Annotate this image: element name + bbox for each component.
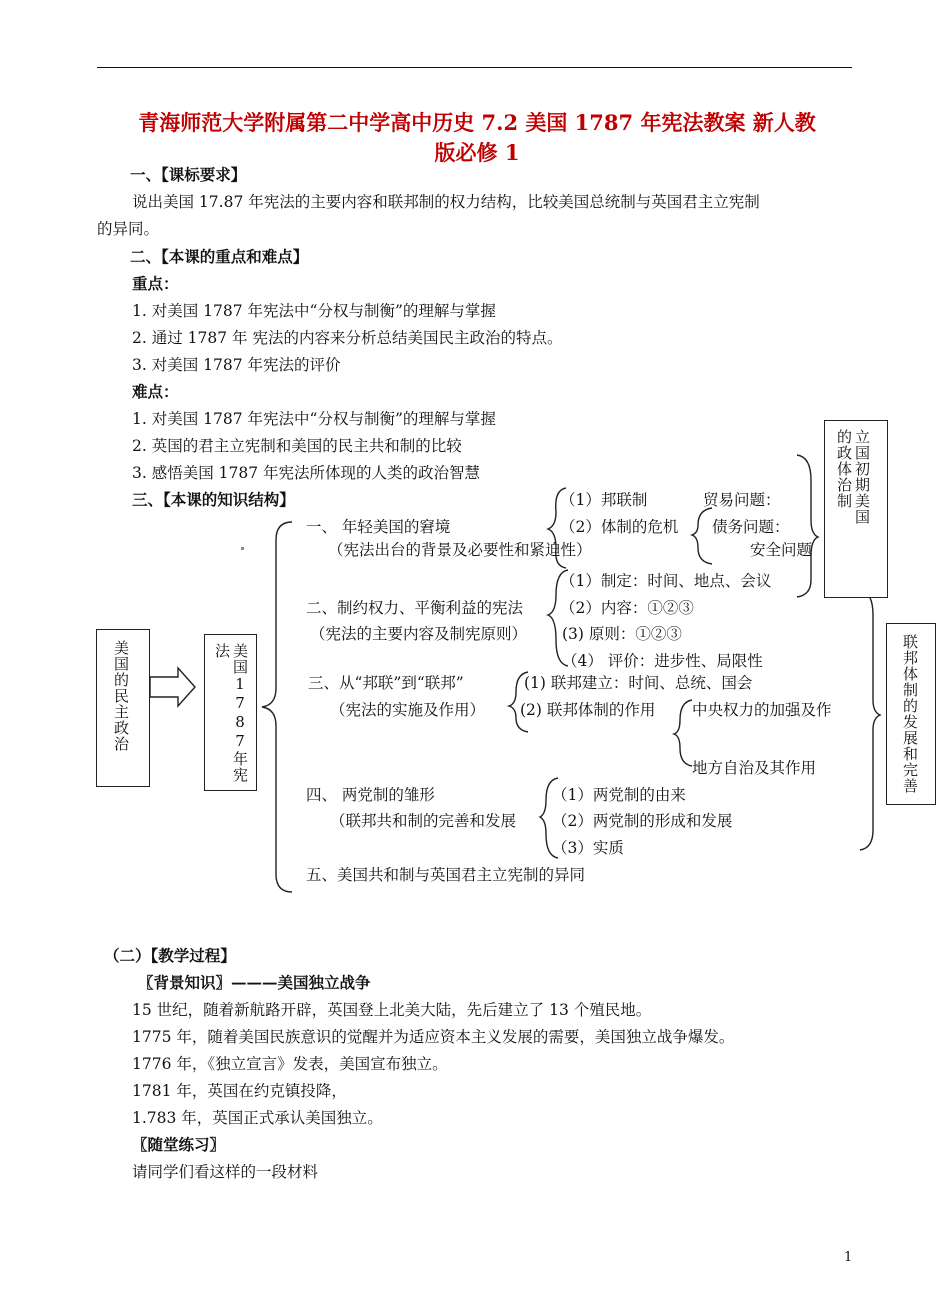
box-federal-system-development-text: 联邦体制的发展和完善 (901, 634, 919, 794)
item2-branch: （2）内容：①②③ (560, 599, 694, 617)
item3-subtitle: （宪法的实施及作用） (330, 701, 486, 719)
box-federal-system-development (886, 623, 936, 805)
section3-heading: 三、【本课的知识结构】 (132, 490, 295, 509)
box-us-democracy-text: 美国的民主政治 (112, 640, 130, 752)
background-heading: 〖背景知识〗———美国独立战争 (138, 973, 371, 992)
key-point: 2. 通过 1787 年 宪法的内容来分析总结美国民主政治的特点。 (132, 329, 563, 347)
item1-subtitle: （宪法出台的背景及必要性和紧迫性） (328, 541, 592, 559)
item2-subtitle: （宪法的主要内容及制宪原则） (310, 625, 528, 643)
box-us-1787-constitution (204, 634, 257, 791)
key-point: 1. 对美国 1787 年宪法中“分权与制衡”的理解与掌握 (132, 302, 496, 320)
difficult-label: 难点： (132, 382, 179, 401)
item1-branch: （2）体制的危机 (560, 518, 679, 536)
key-label: 重点： (132, 274, 179, 293)
item4-branch: （1）两党制的由来 (552, 786, 686, 804)
process-line: 1775 年，随着美国民族意识的觉醒并为适应资本主义发展的需要，美国独立战争爆发。 (132, 1028, 735, 1046)
item1-branch: （1）邦联制 (560, 491, 648, 509)
item3-sub-branch: 地方自治及其作用 (692, 759, 817, 777)
key-point: 3. 对美国 1787 年宪法的评价 (132, 356, 341, 374)
item2-title: 二、制约权力、平衡利益的宪法 (306, 599, 524, 617)
item4-branch: （2）两党制的形成和发展 (552, 812, 733, 830)
box-us-1787-constitution-text: 美国1787年宪法 (213, 643, 249, 783)
item3-title: 三、从“邦联”到“联邦” (308, 674, 464, 692)
item2-branch: (3) 原则：①②③ (562, 625, 682, 643)
process-line: 1781 年，英国在约克镇投降， (132, 1082, 347, 1100)
practice-text: 请同学们看这样的一段材料 (132, 1163, 319, 1181)
box-us-democracy (96, 629, 150, 787)
doc-title-line1: 青海师范大学附属第二中学高中历史 7.2 美国 1787 年宪法教案 新人教 (138, 110, 816, 135)
process-heading: （二）【教学过程】 (104, 946, 236, 965)
process-line: 1776 年，《独立宣言》发表，美国宣布独立。 (132, 1055, 448, 1073)
item1-title: 一、 年轻美国的窘境 (306, 518, 451, 536)
item4-title: 四、 两党制的雏形 (306, 786, 435, 804)
process-line: 15 世纪，随着新航路开辟，英国登上北美大陆，先后建立了 13 个殖民地。 (132, 1001, 652, 1019)
item2-branch: （1）制定：时间、地点、会议 (560, 572, 772, 590)
item2-branch: （4） 评价：进步性、局限性 (562, 652, 763, 670)
difficult-point: 2. 英国的君主立宪制和美国的民主共和制的比较 (132, 437, 462, 455)
difficult-point: 3. 感悟美国 1787 年宪法所体现的人类的政治智慧 (132, 464, 481, 482)
item4-subtitle: （联邦共和制的完善和发展 (330, 812, 517, 830)
box-early-us-political-system (824, 420, 888, 598)
item3-branch: (2) 联邦体制的作用 (520, 701, 656, 719)
section1-text-line1: 说出美国 17.87 年宪法的主要内容和联邦制的权力结构，比较美国总统制与英国君主立宪制 (132, 193, 760, 211)
box-early-us-political-system-text: 立国初期美国的政体治制 (835, 429, 871, 525)
problem-item: 安全问题 (750, 541, 813, 559)
stray-mark (241, 547, 244, 550)
difficult-point: 1. 对美国 1787 年宪法中“分权与制衡”的理解与掌握 (132, 410, 496, 428)
practice-heading: 〖随堂练习〗 (132, 1135, 226, 1154)
section1-heading: 一、【课标要求】 (130, 165, 247, 184)
page-number: 1 (844, 1250, 853, 1265)
item4-branch: （3）实质 (552, 839, 624, 857)
process-line: 1.783 年，英国正式承认美国独立。 (132, 1109, 383, 1127)
item5-title: 五、美国共和制与英国君主立宪制的异同 (306, 866, 586, 884)
item3-sub-branch: 中央权力的加强及作 (692, 701, 832, 719)
problem-item: 债务问题： (712, 518, 790, 536)
doc-title-line2: 版必修 1 (434, 140, 520, 165)
section1-text-line2: 的异同。 (97, 220, 160, 238)
problem-item: 贸易问题： (703, 491, 781, 509)
section2-heading: 二、【本课的重点和难点】 (130, 247, 309, 266)
item3-branch: (1) 联邦建立：时间、总统、国会 (524, 674, 753, 692)
